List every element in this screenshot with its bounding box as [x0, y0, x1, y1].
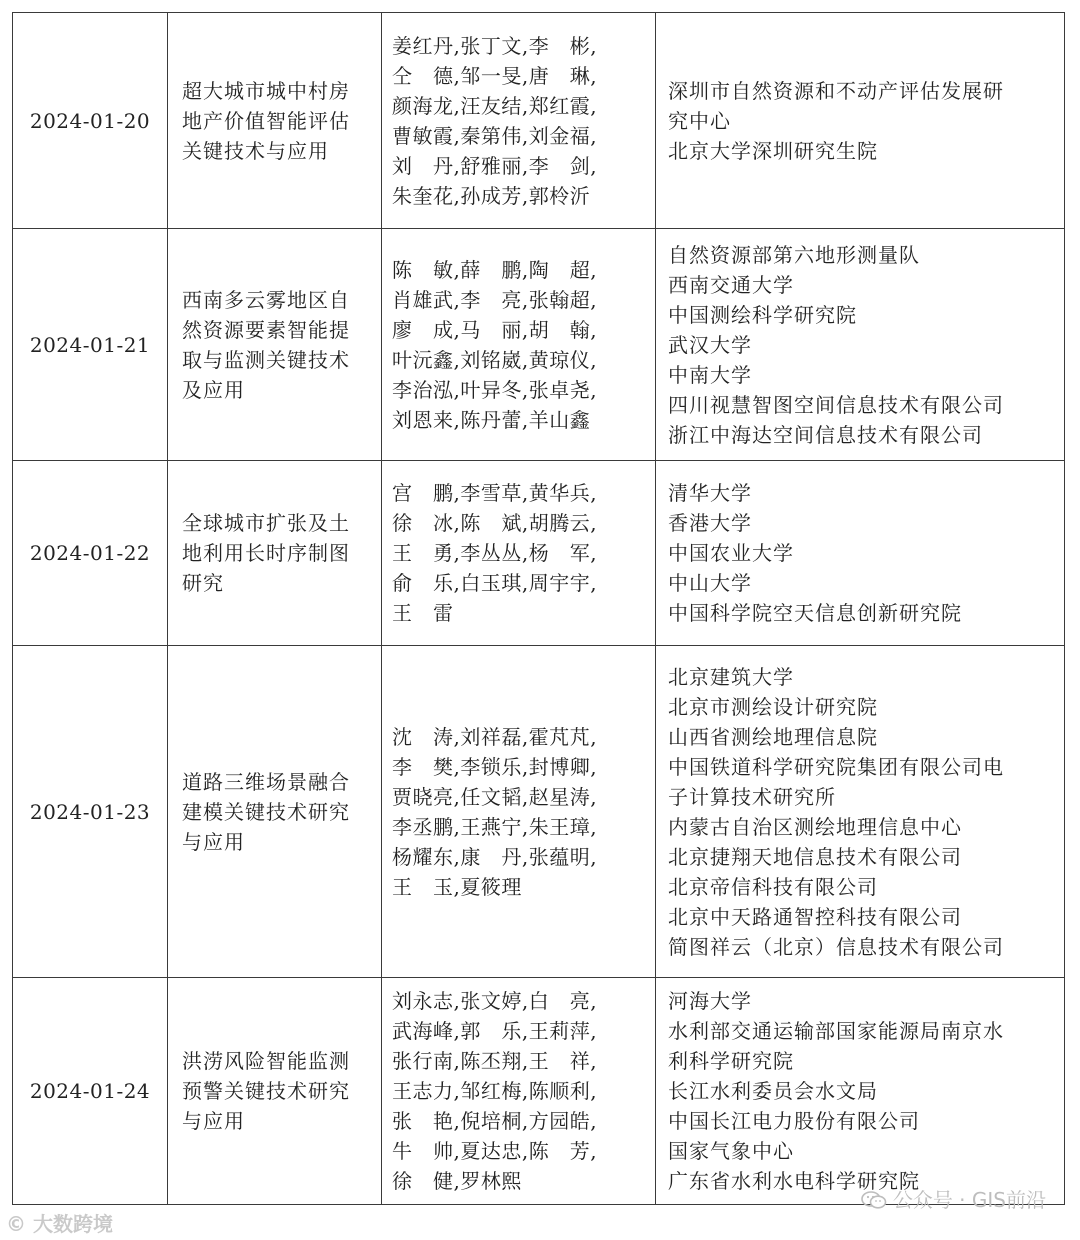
project-title: 洪涝风险智能监测预警关键技术研究与应用 — [182, 1049, 350, 1133]
date-cell: 2024-01-22 — [13, 461, 168, 646]
people-line: 王志力,邹红梅,陈顺利, — [392, 1079, 598, 1103]
table-row — [13, 13, 1065, 229]
people-line: 李治泓,叶异冬,张卓尧, — [392, 377, 598, 402]
organization-line: 国家气象中心 — [668, 1139, 794, 1163]
people-line: 仝 德,邹一旻,唐 琳, — [392, 63, 598, 88]
people-line: 廖 成,马 丽,胡 翰, — [392, 317, 598, 342]
organization-line: 中国测绘科学研究院 — [668, 302, 857, 327]
table-row — [13, 229, 1065, 461]
organization-line: 中国长江电力股份有限公司 — [668, 1109, 920, 1133]
organization-line: 北京大学深圳研究生院 — [668, 138, 878, 163]
organization-line: 深圳市自然资源和不动产评估发展研 — [668, 78, 1004, 103]
organization-line: 究中心 — [668, 108, 731, 133]
people-line: 李丞鹏,王燕宁,朱王璋, — [392, 814, 598, 839]
table-row — [13, 646, 1065, 978]
date-cell: 2024-01-23 — [13, 646, 168, 978]
organization-line: 利科学研究院 — [668, 1049, 794, 1073]
project-title-cell — [168, 13, 382, 229]
organizations-cell — [656, 461, 1065, 646]
organization-line: 内蒙古自治区测绘地理信息中心 — [668, 814, 962, 839]
people-line: 宫 鹏,李雪草,黄华兵, — [392, 481, 598, 505]
organization-line: 山西省测绘地理信息院 — [668, 724, 878, 749]
organization-line: 中国铁道科学研究院集团有限公司电 — [668, 754, 1004, 779]
people-line: 武海峰,郭 乐,王莉萍, — [392, 1019, 598, 1043]
organization-line: 清华大学 — [668, 481, 752, 505]
organization-line: 北京市测绘设计研究院 — [668, 694, 878, 719]
organizations-cell — [656, 13, 1065, 229]
date-cell: 2024-01-24 — [13, 978, 168, 1205]
awards-table-body — [13, 13, 1065, 1205]
people-line: 刘永志,张文婷,白 亮, — [392, 989, 598, 1013]
organization-line: 中南大学 — [668, 362, 752, 387]
organization-line: 北京帝信科技有限公司 — [668, 874, 878, 899]
people-cell — [382, 646, 656, 978]
people-line: 俞 乐,白玉琪,周宇宇, — [392, 571, 598, 595]
people-line: 陈 敏,薛 鹏,陶 超, — [392, 257, 598, 282]
people-cell — [382, 461, 656, 646]
organizations-cell — [656, 978, 1065, 1205]
organization-line: 水利部交通运输部国家能源局南京水 — [668, 1019, 1004, 1043]
people-cell — [382, 978, 656, 1205]
people-cell — [382, 13, 656, 229]
people-line: 刘 丹,舒雅丽,李 剑, — [392, 153, 598, 178]
project-title: 全球城市扩张及土地利用长时序制图研究 — [182, 511, 350, 595]
organization-line: 武汉大学 — [668, 332, 752, 357]
people-line: 徐 健,罗林熙 — [392, 1169, 522, 1193]
people-line: 王 雷 — [392, 601, 454, 625]
organizations-cell — [656, 646, 1065, 978]
people-line: 沈 涛,刘祥磊,霍芃芃, — [392, 724, 598, 749]
organization-line: 浙江中海达空间信息技术有限公司 — [668, 422, 983, 447]
people-line: 刘恩来,陈丹蕾,羊山鑫 — [392, 407, 591, 432]
organization-line: 北京捷翔天地信息技术有限公司 — [668, 844, 962, 869]
organizations-cell — [656, 229, 1065, 461]
watermark-left: © 大数跨境 — [6, 1212, 113, 1236]
organization-line: 北京中天路通智控科技有限公司 — [668, 904, 962, 929]
people-line: 王 玉,夏筱理 — [392, 874, 522, 899]
organization-line: 香港大学 — [668, 511, 752, 535]
table-row — [13, 978, 1065, 1205]
people-line: 徐 冰,陈 斌,胡腾云, — [392, 511, 598, 535]
organization-line: 广东省水利水电科学研究院 — [668, 1169, 920, 1193]
organization-line: 自然资源部第六地形测量队 — [668, 242, 920, 267]
organization-line: 四川视慧智图空间信息技术有限公司 — [668, 392, 1004, 417]
watermark-right — [861, 1184, 1046, 1213]
people-line: 杨耀东,康 丹,张蕴明, — [392, 844, 598, 869]
people-line: 李 樊,李锁乐,封博卿, — [392, 754, 598, 779]
awards-table — [12, 12, 1065, 1205]
people-line: 贾晓亮,任文韬,赵星涛, — [392, 784, 598, 809]
project-title-cell — [168, 978, 382, 1205]
people-line: 颜海龙,汪友结,郑红霞, — [392, 93, 598, 118]
people-line: 王 勇,李丛丛,杨 军, — [392, 541, 598, 565]
organization-line: 西南交通大学 — [668, 272, 794, 297]
people-line: 肖雄武,李 亮,张翰超, — [392, 287, 598, 312]
people-line: 姜红丹,张丁文,李 彬, — [392, 33, 598, 58]
wechat-icon — [861, 1190, 887, 1208]
people-cell — [382, 229, 656, 461]
date-cell: 2024-01-20 — [13, 13, 168, 229]
people-line: 曹敏霞,秦第伟,刘金福, — [392, 123, 598, 148]
organization-line: 中国农业大学 — [668, 541, 794, 565]
project-title-cell — [168, 646, 382, 978]
date-cell: 2024-01-21 — [13, 229, 168, 461]
people-line: 牛 帅,夏达忠,陈 芳, — [392, 1139, 598, 1163]
project-title: 道路三维场景融合建模关键技术研究与应用 — [182, 769, 350, 854]
organization-line: 中国科学院空天信息创新研究院 — [668, 601, 962, 625]
people-line: 张行南,陈丕翔,王 祥, — [392, 1049, 598, 1073]
project-title-cell — [168, 461, 382, 646]
project-title: 超大城市城中村房地产价值智能评估关键技术与应用 — [182, 78, 350, 163]
organization-line: 简图祥云（北京）信息技术有限公司 — [668, 934, 1004, 959]
people-line: 张 艳,倪培桐,方园皓, — [392, 1109, 598, 1133]
organization-line: 子计算技术研究所 — [668, 784, 836, 809]
watermark-right-text: 公众号 · GIS前沿 — [892, 1188, 1046, 1212]
organization-line: 长江水利委员会水文局 — [668, 1079, 878, 1103]
organization-line: 河海大学 — [668, 989, 752, 1013]
organization-line: 中山大学 — [668, 571, 752, 595]
organization-line: 北京建筑大学 — [668, 664, 794, 689]
people-line: 朱奎花,孙成芳,郭柃沂 — [392, 183, 591, 208]
project-title: 西南多云雾地区自然资源要素智能提取与监测关键技术及应用 — [182, 287, 350, 402]
people-line: 叶沅鑫,刘铭崴,黄琼仪, — [392, 347, 598, 372]
project-title-cell — [168, 229, 382, 461]
table-row — [13, 461, 1065, 646]
